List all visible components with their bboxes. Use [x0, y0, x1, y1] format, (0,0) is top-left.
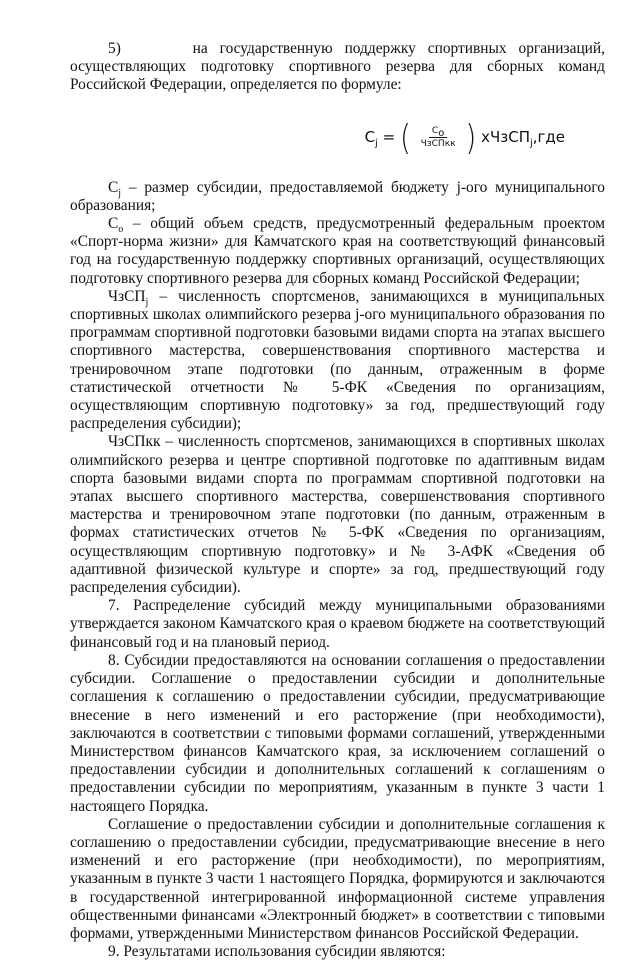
definition-symbol-sub: j: [118, 187, 122, 199]
formula-body: [364, 116, 565, 158]
formula-equals: =: [382, 128, 396, 147]
definition-text: – численность спортсменов, занимающихся в муниципальных спортивных школах олимпийского резерва j-ого муниципального образования по программам спортивной подготовки базовыми видами спорта на этапах высшего спортивного мастерства, совершенствования спортивного мастерства и тренировочном этапе подготовки (по данным, отраженным в форме статистической отчетности № 5-ФК «Сведения по организациям, осуществляющим спортивную подготовку» за год, предшествующий году распределения субсидии);: [70, 287, 605, 433]
formula: [70, 117, 605, 157]
definition-chzspkk: [70, 433, 605, 597]
document-content: [70, 40, 605, 961]
formula-open-paren: (: [399, 116, 411, 158]
paragraph-item-5: 5) на государственную поддержку спортивных организаций, осуществляющих подготовку спортивного резерва для сборных команд Российской Федерации, определяется по формуле:: [70, 40, 605, 94]
paragraph-item-7: 7. Распределение субсидий между муниципальными образованиями утверждается законом Камчатского края о краевом бюджете на соответствующий финансовый год и на плановый период.: [70, 597, 605, 651]
definition-symbol: ЧзСПкк: [108, 433, 161, 451]
formula-denominator: ЧзСПкк: [420, 138, 456, 149]
formula-lhs: $C_j$: [364, 128, 378, 150]
formula-close-paren: ): [465, 116, 477, 158]
formula-rhs: xЧзСП$_j$,где: [481, 128, 565, 150]
formula-numerator: $C_o$: [429, 126, 447, 138]
definition-text: – общий объем средств, предусмотренный федеральным проектом «Спорт-норма жизни» для Камчатского края на соответствующий финансовый год на государственную поддержку спортивных организаций, осуществляющих подготовку спортивного резерва для сборных команд Российской Федерации;: [70, 215, 605, 287]
definition-chzspj: [70, 288, 605, 434]
definition-text: – численность спортсменов, занимающихся в спортивных школах олимпийского резерва и центре спортивной подготовке по адаптивным видам спорта базовыми видами спорта по программам спортивной подготовки на этапах высшего спортивного мастерства, совершенствования спортивного мастерства и тренировочном этапе подготовки (по данным, отраженным в формах статистических отчетов № 5-ФК «Сведения по организациям, осуществляющим спортивную подготовку» и № 3-АФК «Сведения об адаптивной физической культуре и спорте» за год, предшествующий году распределения субсидии).: [70, 433, 605, 597]
definition-co: [70, 215, 605, 288]
definition-symbol: C: [108, 215, 119, 233]
paragraph-item-8: 8. Субсидии предоставляются на основании соглашения о предоставлении субсидии. Соглашение о предоставлении субсидии и дополнительные соглашения к соглашению о предоставлении субсидии, предусматривающие внесение в него изменений и его расторжение (при необходимости), заключаются в соответствии с типовыми формами соглашений, утвержденными Министерством финансов Камчатского края, за исключением соглашений о предоставлении субсидии и дополнительных соглашений к соглашениям о предоставлении субсидии по мероприятиям, указанным в пункте 3 части 1 настоящего Порядка.: [70, 651, 605, 815]
definition-symbol: ЧзСП: [108, 287, 146, 305]
definition-cj: [70, 179, 605, 215]
definition-symbol: C: [108, 178, 119, 196]
formula-fraction: [418, 126, 459, 149]
paragraph-item-9: 9. Результатами использования субсидии являются:: [108, 943, 446, 961]
definition-text: – размер субсидии, предоставляемой бюджету j-ого муниципального образования;: [70, 178, 605, 214]
definition-symbol-sub: j: [145, 296, 149, 308]
definition-symbol-sub: o: [118, 224, 124, 236]
paragraph-agreement: Соглашение о предоставлении субсидии и дополнительные соглашения к соглашению о предоставлении субсидии, предусматривающие внесение в него изменений и его расторжение (при необходимости), по мероприятиям, указанным в пункте 3 части 1 настоящего Порядка, формируются и заключаются в государственной интегрированной информационной системе управления общественными финансами «Электронный бюджет» в соответствии с типовыми формами, утвержденными Министерством финансов Российской Федерации.: [70, 815, 605, 942]
